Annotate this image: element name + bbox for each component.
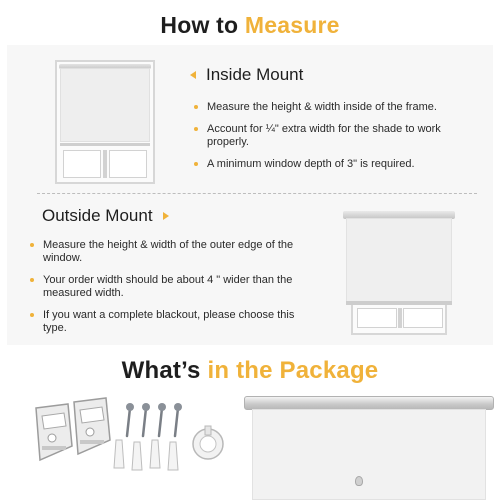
- section-divider: [37, 193, 477, 194]
- bottom-bar: [60, 143, 150, 146]
- list-item: [194, 158, 454, 171]
- window-divider: [398, 308, 402, 328]
- bullet-icon: [30, 243, 34, 247]
- list-item-text: Measure the height & width inside of the frame.: [207, 101, 437, 113]
- left-arrow-icon: [190, 71, 196, 79]
- list-item: [30, 309, 320, 335]
- package-contents: [0, 392, 500, 500]
- shade-fabric: [346, 218, 452, 302]
- window-pane-left: [357, 308, 397, 328]
- list-item-text: A minimum window depth of 3" is required.: [207, 158, 415, 170]
- list-item: [30, 239, 320, 265]
- right-arrow-icon: [163, 212, 169, 220]
- window-pane-left: [63, 150, 101, 178]
- pull-cord-icon: [355, 476, 363, 486]
- roller-rail: [244, 396, 494, 410]
- wall-anchors-icon: [110, 436, 190, 476]
- bullet-icon: [194, 105, 198, 109]
- bullet-icon: [30, 313, 34, 317]
- inside-mount-label: Inside Mount: [206, 65, 304, 84]
- bullet-icon: [194, 162, 198, 166]
- outside-mount-label: Outside Mount: [42, 206, 153, 225]
- list-item-text: If you want a complete blackout, please choose this type.: [43, 309, 295, 334]
- shade-fabric: [60, 68, 150, 142]
- list-item-text: Your order width should be about 4 " wider than the measured width.: [43, 274, 293, 299]
- outside-mount-list: [30, 239, 320, 344]
- inside-mount-heading: [190, 65, 303, 85]
- bullet-icon: [194, 127, 198, 131]
- measure-panel: [7, 45, 493, 345]
- list-item-text: Measure the height & width of the outer edge of the window.: [43, 239, 294, 264]
- list-item: [194, 123, 454, 149]
- title-accent-text: Measure: [244, 12, 340, 38]
- end-cap-icon: [188, 422, 228, 466]
- mounting-bracket-icon: [66, 396, 114, 458]
- inside-mount-list: [194, 101, 454, 180]
- window-pane-right: [109, 150, 147, 178]
- outside-mount-heading: [42, 206, 169, 226]
- bullet-icon: [30, 278, 34, 282]
- window-frame: [351, 305, 447, 335]
- title-plain-text: How to: [160, 12, 239, 38]
- inside-mount-illustration: [55, 60, 155, 184]
- list-item: [30, 274, 320, 300]
- package-title-plain: What’s: [121, 357, 201, 384]
- list-item-text: Account for ¼" extra width for the shade to work properly.: [207, 123, 441, 148]
- roller-shade-product: [244, 396, 494, 500]
- package-title-accent: in the Package: [207, 357, 379, 384]
- outside-mount-illustration: [343, 211, 455, 335]
- screws-icon: [122, 402, 188, 440]
- package-title: [0, 357, 500, 385]
- window-divider: [103, 150, 107, 178]
- how-to-measure-title: [0, 12, 500, 39]
- shade-fabric: [252, 409, 486, 500]
- list-item: [194, 101, 454, 114]
- window-pane-right: [403, 308, 443, 328]
